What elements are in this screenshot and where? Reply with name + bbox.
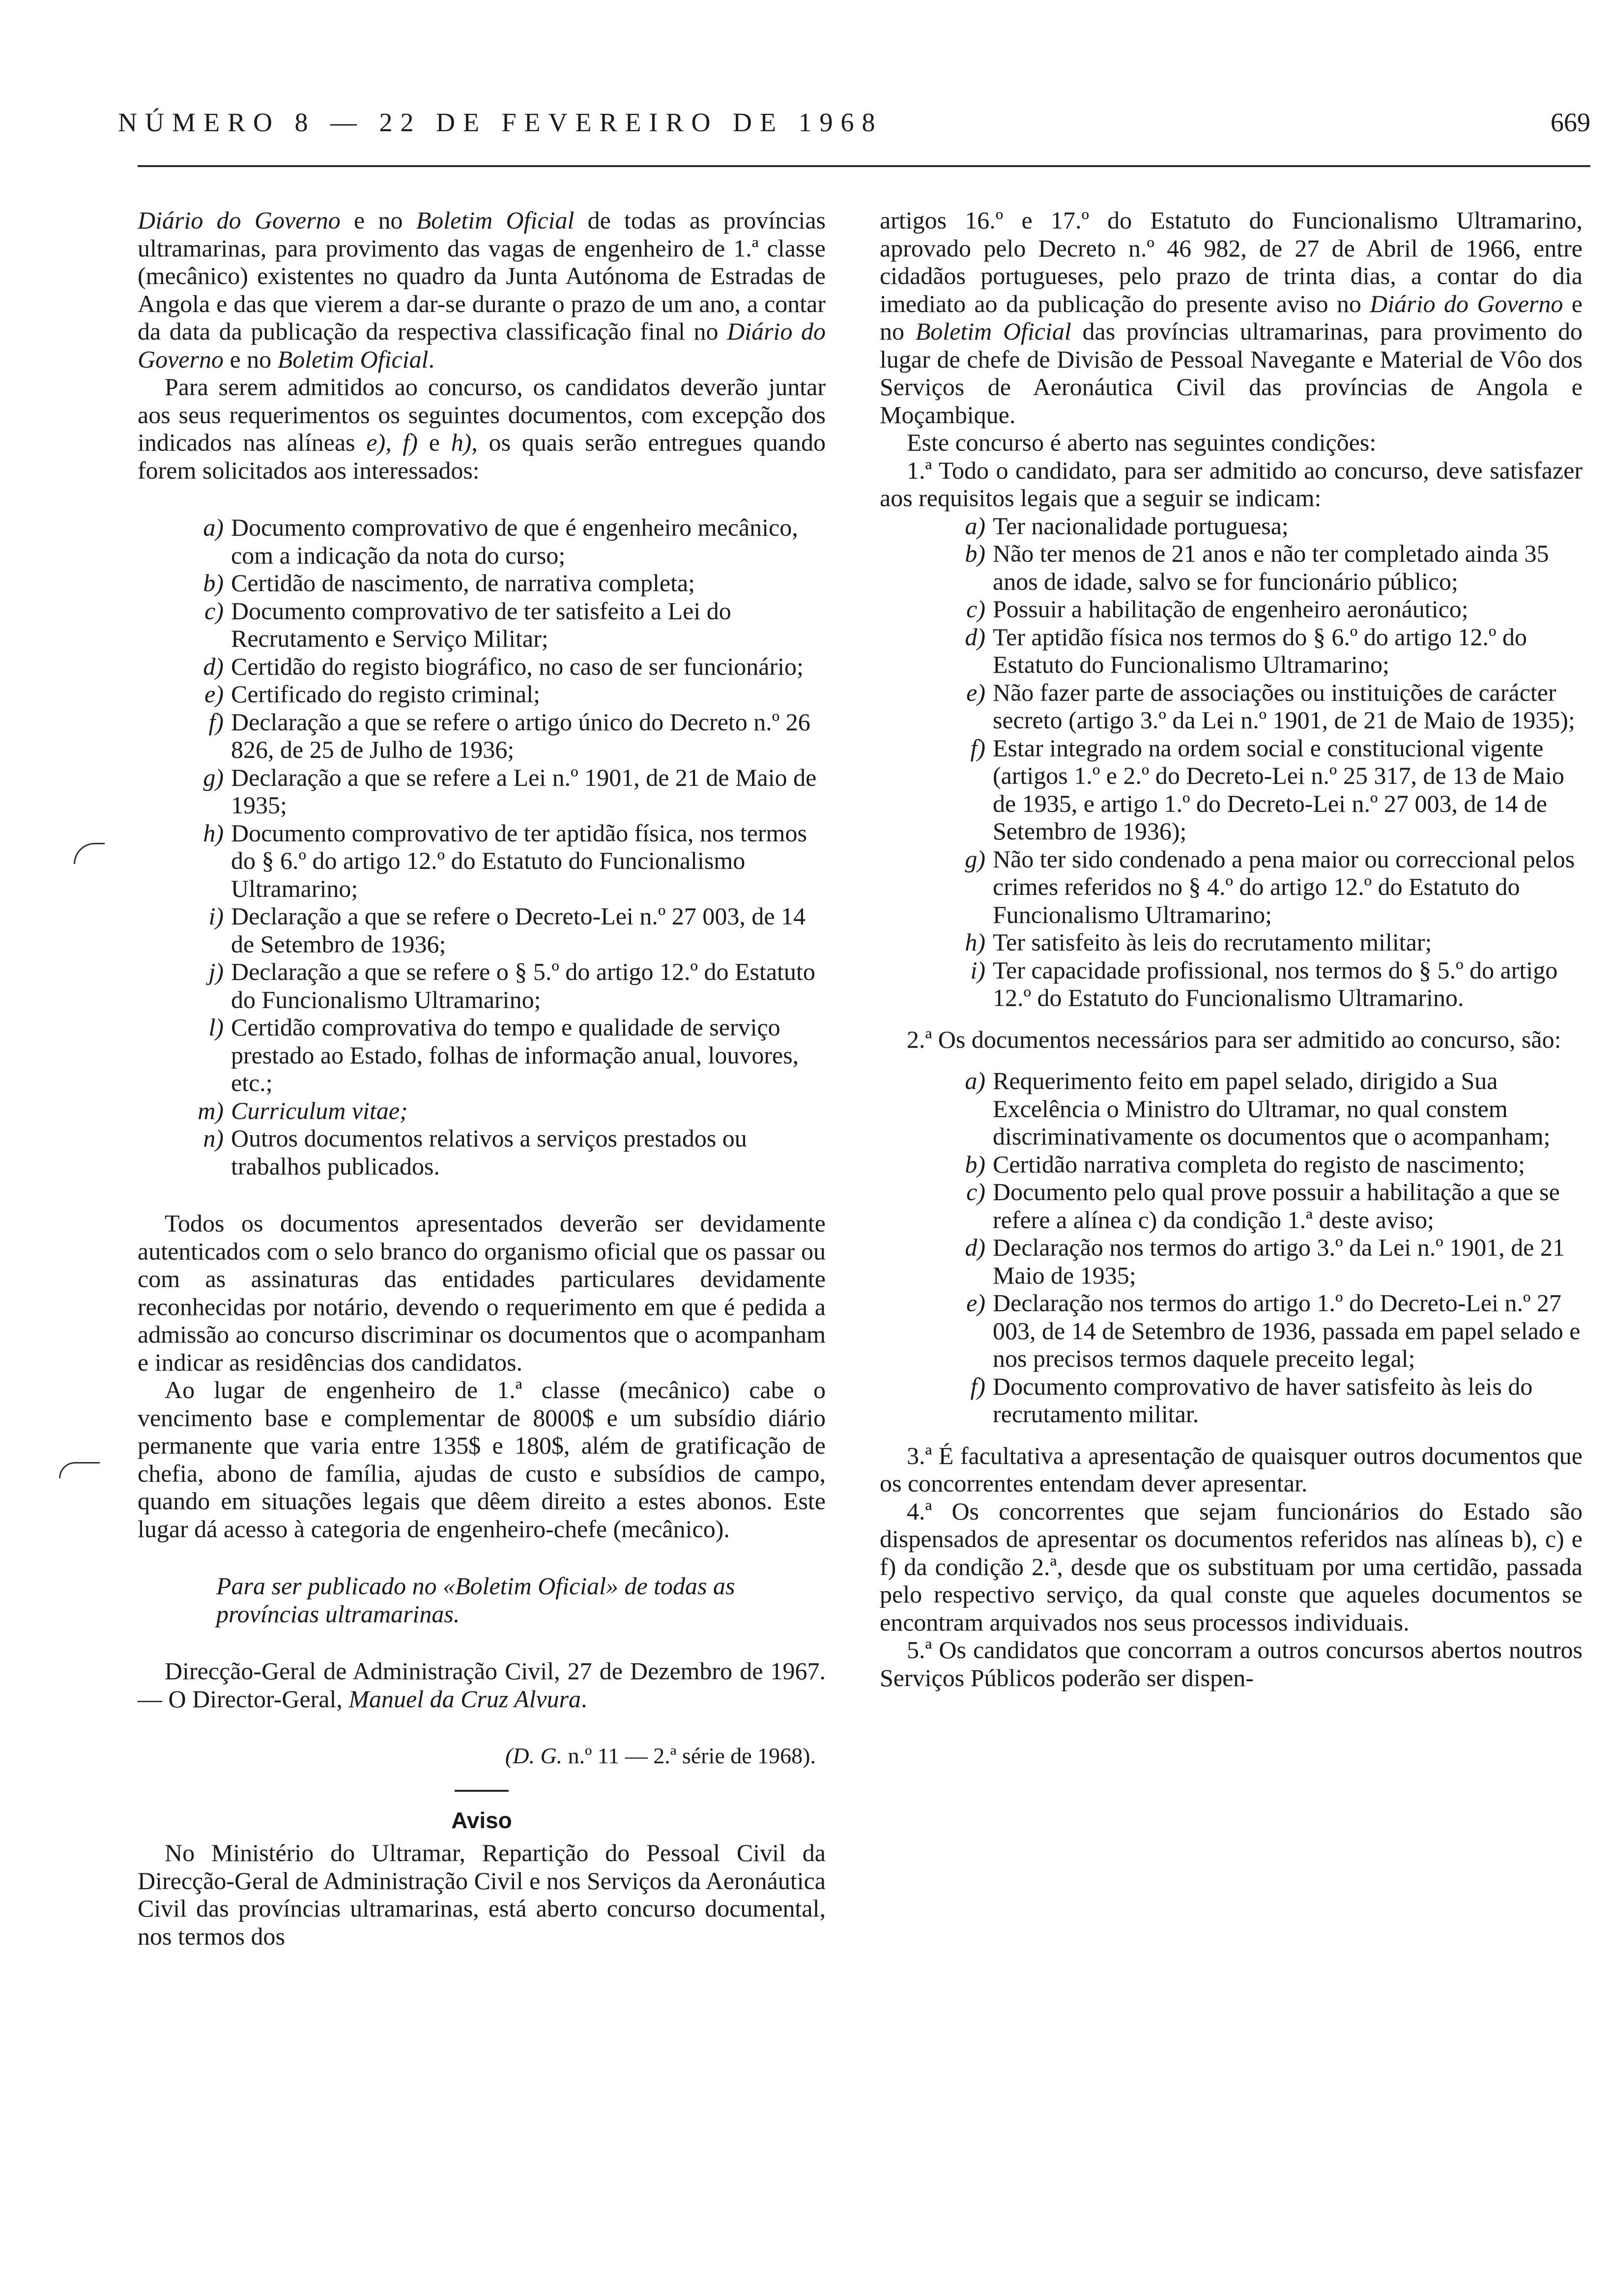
margin-mark [74, 843, 105, 864]
intro-paragraph [880, 206, 1583, 429]
item-letter: a) [203, 514, 224, 541]
list-item [880, 679, 1583, 734]
documents-list [138, 514, 826, 1180]
condition-4: 4.ª Os concorrentes que sejam funcionários do Estado são dispensados de apresentar os documentos referidos nas alíneas b), c) e f) da condição 2.ª, desde que os substituam por uma certidão, passada pelo respectivo serviço, da qual conste que aqueles documentos se encontram arquivados nos seus processos individuais. [880, 1497, 1583, 1636]
list-item [880, 512, 1583, 540]
list-item [880, 1234, 1583, 1289]
admission-paragraph [138, 373, 826, 484]
item-text: Não ter sido condenado a pena maior ou correccional pelos crimes referidos no § 4.º do artigo 12.º do Estatuto do Funcionalismo Ultramarino; [993, 845, 1575, 928]
director-name: Manuel da Cruz Alvura [348, 1685, 581, 1713]
conditions-intro: Este concurso é aberto nas seguintes condições: [907, 429, 1377, 456]
text-span: e [418, 429, 451, 456]
item-text: Documento pelo qual prove possuir a habilitação a que se refere a alínea c) da condição 1.ª deste aviso; [993, 1178, 1560, 1234]
list-item [138, 1097, 826, 1125]
item-text: Documento comprovativo de haver satisfeito às leis do recrutamento militar. [993, 1372, 1533, 1428]
item-text: Declaração a que se refere o Decreto-Lei n.º 27 003, de 14 de Setembro de 1936; [231, 902, 806, 958]
item-letter: e) [966, 678, 985, 706]
text-span: das províncias ultramarinas, para provimento do lugar de chefe de Divisão de Pessoal Navegante e Material de Vôo dos Serviços de Aeronáutica Civil das províncias de Angola e Moçambique. [880, 317, 1583, 429]
spacer [138, 1628, 826, 1657]
needed-documents-list [880, 1067, 1583, 1428]
item-text: Possuir a habilitação de engenheiro aeronáutico; [993, 595, 1468, 623]
aviso-paragraph: No Ministério do Ultramar, Repartição do Pessoal Civil da Direcção-Geral de Administração Civil e nos Serviços da Aeronáutica Civil das províncias ultramarinas, está aberto concurso documental, nos termos dos [138, 1839, 826, 1950]
item-text: Outros documentos relativos a serviços prestados ou trabalhos publicados. [231, 1124, 747, 1180]
list-item [138, 680, 826, 708]
spacer [138, 1713, 826, 1742]
list-item [880, 595, 1583, 623]
spacer [138, 1180, 826, 1209]
item-text: Declaração a que se refere a Lei n.º 1901, de 21 de Maio de 1935; [231, 763, 817, 819]
item-letter: a) [965, 1067, 985, 1094]
text-span: . [428, 345, 435, 373]
list-item [880, 540, 1583, 595]
condition-3: 3.ª É facultativa a apresentação de quaisquer outros documentos que os concorrentes entendam dever apresentar. [880, 1441, 1583, 1497]
aviso-title: Aviso [451, 1807, 512, 1833]
text-span: artigos 16.º e 17.º do Estatuto do Funcionalismo Ultramarino, aprovado pelo Decreto n.º 46 982, de 27 de Abril de 1966, entre cidadãos portugueses, pelo prazo de trinta dias, a contar do dia imediato ao da publicação do presente aviso no [880, 206, 1583, 317]
item-text: Ter aptidão física nos termos do § 6.º do artigo 12.º do Estatuto do Funcionalismo Ultramarino; [993, 623, 1527, 678]
publication-name: Boletim Oficial [915, 317, 1071, 345]
item-letter: m) [198, 1096, 224, 1124]
signature-paragraph [138, 1657, 826, 1713]
item-letter: g) [203, 763, 224, 791]
salary-paragraph: Ao lugar de engenheiro de 1.ª classe (mecânico) cabe o vencimento base e complementar de 8000$ e um subsídio diário permanente que varia entre 135$ e 180$, além de gratificação de chefia, abono de família, ajudas de custo e subsídios de campo, quando em situações legais que dêem direito a estes abonos. Este lugar dá acesso à categoria de engenheiro-chefe (mecânico). [138, 1376, 826, 1543]
item-text: Curriculum vitae; [231, 1096, 408, 1124]
item-letter: c) [966, 1178, 985, 1205]
list-item [880, 623, 1583, 679]
list-item [138, 819, 826, 903]
item-text: Não ter menos de 21 anos e não ter completado ainda 35 anos de idade, salvo se for funcionário público; [993, 540, 1549, 595]
item-text: Certificado do registo criminal; [231, 680, 540, 708]
list-item [138, 514, 826, 569]
item-letter: a) [965, 512, 985, 540]
item-text: Certidão narrativa completa do registo de nascimento; [993, 1150, 1525, 1178]
page-number: 669 [1551, 108, 1590, 137]
item-text: Documento comprovativo de ter satisfeito a Lei do Recrutamento e Serviço Militar; [231, 597, 731, 652]
list-item [138, 958, 826, 1013]
left-column [138, 206, 826, 1950]
list-item [138, 569, 826, 597]
text-span: e no [340, 206, 416, 234]
publish-note: Para ser publicado no «Boletim Oficial» de todas as províncias ultramarinas. [216, 1572, 735, 1628]
list-item [880, 1067, 1583, 1150]
list-item [880, 1373, 1583, 1428]
text-span: . [581, 1685, 587, 1713]
condition-5: 5.ª Os candidatos que concorram a outros concursos abertos noutros Serviços Públicos poderão ser dispen- [880, 1636, 1583, 1692]
list-item [880, 956, 1583, 1012]
item-letter: h) [203, 819, 224, 847]
item-letter: n) [203, 1124, 224, 1152]
intro-paragraph [138, 206, 826, 373]
item-text: Declaração nos termos do artigo 3.º da Lei n.º 1901, de 21 Maio de 1935; [993, 1234, 1565, 1289]
text-span: , os quais serão entregues quando forem solicitados aos interessados: [138, 429, 826, 484]
item-text: Certidão do registo biográfico, no caso de ser funcionário; [231, 652, 804, 680]
item-text: Documento comprovativo de ter aptidão física, nos termos do § 6.º do artigo 12.º do Estatuto do Funcionalismo Ultramarino; [231, 819, 807, 902]
item-text: Certidão comprovativa do tempo e qualidade de serviço prestado ao Estado, folhas de informação anual, louvores, etc.; [231, 1013, 799, 1096]
list-item [880, 928, 1583, 956]
item-text: Requerimento feito em papel selado, dirigido a Sua Excelência o Ministro do Ultramar, no qual constem discriminativamente os documentos que o acompanham; [993, 1067, 1551, 1150]
item-text: Ter capacidade profissional, nos termos do § 5.º do artigo 12.º do Estatuto do Funcionalismo Ultramarino. [993, 956, 1558, 1011]
item-letter: g) [965, 845, 985, 873]
item-text: Ter satisfeito às leis do recrutamento militar; [993, 928, 1432, 956]
item-text: Documento comprovativo de que é engenheiro mecânico, com a indicação da nota do curso; [231, 514, 798, 569]
text-span: Direcção-Geral de Administração Civil, 27 de Dezembro de 1967. — O Director-Geral, [138, 1657, 826, 1713]
page-header [118, 107, 1590, 156]
text-span: de todas as províncias ultramarinas, para provimento das vagas de engenheiro de 1.ª classe (mecânico) existentes no quadro da Junta Autónoma de Estradas de Angola e das que vierem a dar-se durante o prazo de um ano, a contar da data da publicação da respectiva classificação final no [138, 206, 826, 345]
issue-header: NÚMERO 8 — 22 DE FEVEREIRO DE 1968 [118, 108, 883, 137]
spacer [138, 484, 826, 514]
list-item [138, 1124, 826, 1180]
item-letter: h) [965, 928, 985, 956]
list-item [138, 1013, 826, 1097]
publication-name: Diário do Governo [138, 206, 341, 234]
item-text: Declaração nos termos do artigo 1.º do Decreto-Lei n.º 27 003, de 14 de Setembro de 1936, passada em papel selado e nos precisos termos daquele preceito legal; [993, 1289, 1581, 1372]
requirements-list [880, 512, 1583, 1012]
spacer [880, 1012, 1583, 1026]
item-letter: f) [970, 734, 985, 762]
item-letter: b) [965, 540, 985, 567]
spacer [880, 1428, 1583, 1442]
item-letter: d) [965, 623, 985, 651]
spacer [880, 1053, 1583, 1067]
item-letter: i) [970, 956, 985, 984]
text-span: Para serem admitidos ao concurso, os candidatos deverão juntar aos seus requerimentos os seguintes documentos, com excepção dos indicados nas alíneas [138, 373, 826, 456]
text-span: h) [451, 429, 472, 456]
list-item [138, 597, 826, 653]
item-letter: c) [204, 597, 224, 625]
item-letter: e) [966, 1289, 985, 1317]
publication-name: Diário do Governo [138, 317, 826, 373]
item-text: Não fazer parte de associações ou instituições de carácter secreto (artigo 3.º da Lei n.º 1901, de 21 de Maio de 1935); [993, 678, 1575, 734]
margin-mark [59, 1462, 100, 1478]
header-rule [138, 165, 1590, 167]
item-text: Declaração a que se refere o artigo único do Decreto n.º 26 826, de 25 de Julho de 1936; [231, 708, 810, 763]
item-letter: c) [966, 595, 985, 623]
right-column [880, 206, 1583, 1692]
list-item [880, 734, 1583, 845]
section-divider [455, 1790, 509, 1792]
item-letter: d) [965, 1234, 985, 1261]
list-item [138, 653, 826, 681]
item-letter: i) [208, 902, 224, 930]
list-item [880, 845, 1583, 929]
list-item [880, 1150, 1583, 1178]
item-letter: b) [203, 569, 224, 597]
item-text: Ter nacionalidade portuguesa; [993, 512, 1289, 540]
text-span: e no [223, 345, 278, 373]
item-letter: b) [965, 1150, 985, 1178]
list-item [880, 1289, 1583, 1373]
list-item [138, 764, 826, 819]
item-letter: d) [203, 652, 224, 680]
item-letter: e) [204, 680, 224, 708]
item-letter: f) [208, 708, 224, 736]
spacer [138, 1543, 826, 1572]
condition-2: 2.ª Os documentos necessários para ser admitido ao concurso, são: [907, 1025, 1561, 1053]
list-item [138, 708, 826, 764]
item-text: Estar integrado na ordem social e constitucional vigente (artigos 1.º e 2.º do Decreto-Lei n.º 25 317, de 13 de Maio de 1935, e artigo 1.º do Decreto-Lei n.º 27 003, de 14 de Setembro de 1936); [993, 734, 1564, 845]
item-text: Certidão de nascimento, de narrativa completa; [231, 569, 695, 597]
publication-name: Boletim Oficial [277, 345, 429, 373]
text-span: n.º 11 — 2.ª série de 1968). [562, 1743, 816, 1768]
item-letter: j) [208, 958, 224, 985]
text-span: e no [880, 289, 1583, 345]
list-item [138, 902, 826, 958]
item-letter: l) [208, 1013, 224, 1041]
item-text: Declaração a que se refere o § 5.º do artigo 12.º do Estatuto do Funcionalismo Ultramarino; [231, 958, 815, 1013]
source-reference [138, 1742, 826, 1770]
authentication-paragraph: Todos os documentos apresentados deverão ser devidamente autenticados com o selo branco do organismo oficial que os passar ou com as assinaturas das entidades particulares devidamente reconhecidas por notário, devendo o requerimento em que é pedida a admissão ao concurso discriminar os documentos que o acompanham e indicar as residências dos candidatos. [138, 1209, 826, 1376]
condition-1: 1.ª Todo o candidato, para ser admitido ao concurso, deve satisfazer aos requisitos legais que a seguir se indicam: [880, 456, 1583, 512]
list-item [880, 1178, 1583, 1234]
text-span: (D. G. [505, 1743, 563, 1768]
item-letter: f) [970, 1372, 985, 1400]
publication-name: Boletim Oficial [416, 206, 575, 234]
text-span: e), f) [366, 429, 418, 456]
publication-name: Diário do Governo [1370, 289, 1563, 317]
